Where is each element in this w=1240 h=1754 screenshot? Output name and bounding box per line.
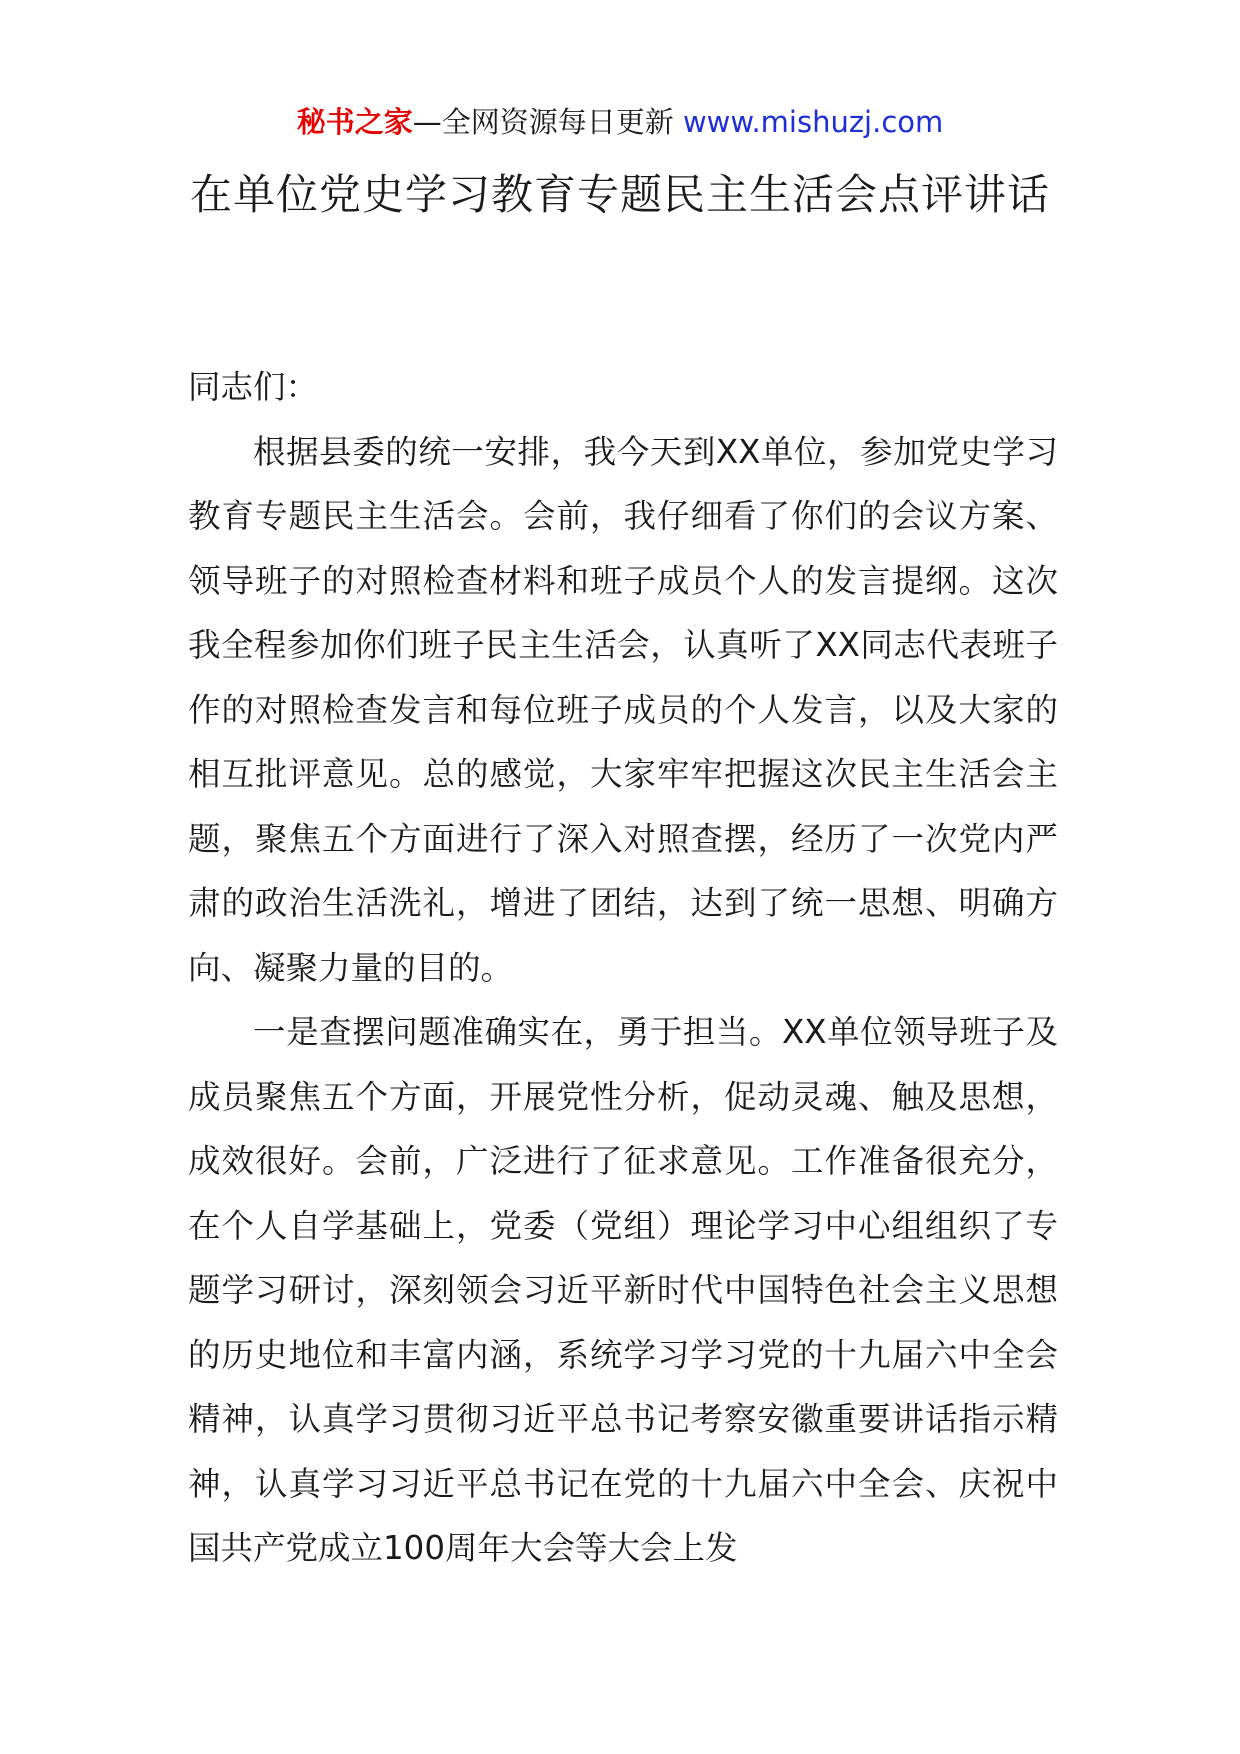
document-title: 在单位党史学习教育专题民主生活会点评讲话 bbox=[190, 170, 1051, 219]
salutation: 同志们： bbox=[188, 368, 319, 406]
body-paragraph: 根据县委的统一安排，我今天到XX单位，参加党史学习教育专题民主生活会。会前，我仔细看了你们的会议方案、领导班子的对照检查材料和班子成员个人的发言提纲。这次我全程参加你们班子民主生活会，认真听了XX同志代表班子作的对照检查发言和每位班子成员的个人发言，以及大家的相互批评意见。总的感觉，大家牢牢把握这次民主生活会主题，聚焦五个方面进行了深入对照查摆，经历了一次党内严肃的政治生活洗礼，增进了团结，达到了统一思想、明确方向、凝聚力量的目的。 bbox=[188, 432, 1058, 987]
body-paragraph: 一是查摆问题准确实在，勇于担当。XX单位领导班子及成员聚焦五个方面，开展党性分析，促动灵魂、触及思想，成效很好。会前，广泛进行了征求意见。工作准备很充分，在个人自学基础上，党委（党组）理论学习中心组组织了专题学习研讨，深刻领会习近平新时代中国特色社会主义思想的历史地位和丰富内涵，系统学习学习党的十九届六中全会精神，认真学习贯彻习近平总书记考察安徽重要讲话指示精神，认真学习习近平总书记在党的十九届六中全会、庆祝中国共产党成立100周年大会等大会上发 bbox=[188, 1013, 1058, 1567]
site-url-link[interactable]: www.mishuzj.com bbox=[682, 105, 944, 139]
site-header bbox=[0, 102, 1240, 142]
brand-name: 秘书之家 bbox=[296, 105, 413, 139]
header-tagline: —全网资源每日更新 bbox=[412, 105, 683, 139]
document-body bbox=[188, 355, 1058, 1581]
